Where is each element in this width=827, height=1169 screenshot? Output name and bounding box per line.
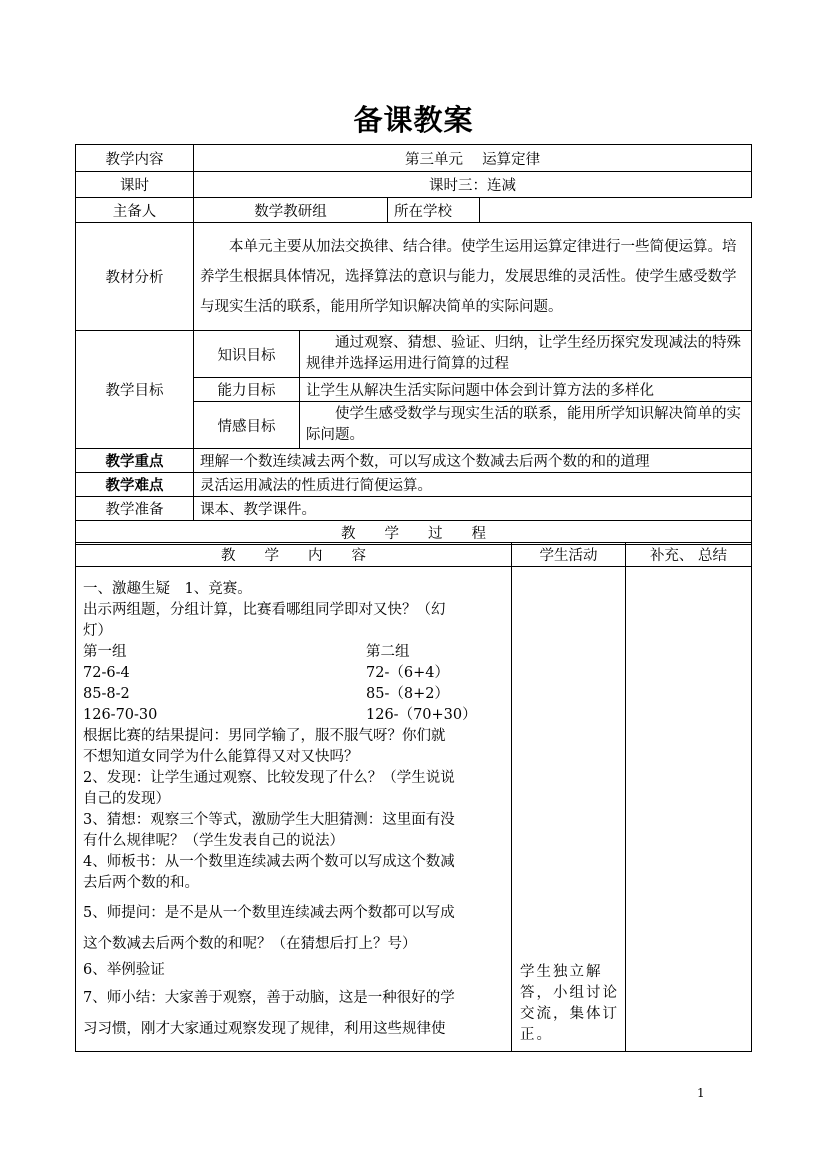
equation-row	[83, 663, 507, 684]
col-summary: 补充、 总结	[626, 543, 752, 567]
process-line: 习习惯，刚才大家通过观察发现了规律，利用这些规律使	[83, 1021, 446, 1037]
prep-label: 教学准备	[76, 497, 194, 521]
equation-left: 85-8-2	[83, 686, 130, 702]
equation-row	[83, 684, 507, 705]
process-content-cell	[76, 567, 512, 1052]
col-student: 学生活动	[512, 543, 626, 567]
process-line: 2、发现：让学生通过观察、比较发现了什么？（学生说说	[83, 770, 455, 786]
col-content: 教 学 内 容	[76, 543, 512, 567]
process-line: 一、激趣生疑 1、竞赛。	[83, 581, 252, 597]
emotion-text: 使学生感受数学与现实生活的联系，能用所学知识解决简单的实际问题。	[300, 402, 752, 449]
difficulty-label: 教学难点	[76, 473, 194, 497]
process-line: 去后两个数的和。	[83, 875, 199, 891]
process-line: 出示两组题，分组计算，比赛看哪组同学即对又快？（幻	[83, 602, 446, 618]
process-line: 7、师小结：大家善于观察，善于动脑，这是一种很好的学	[83, 990, 455, 1006]
student-activity-text: 学生独立解答，小组讨论交流，集体订正。	[520, 964, 619, 1043]
lesson-info-table	[75, 144, 752, 545]
equation-left: 126-70-30	[83, 707, 158, 723]
page-title: 备课教案	[353, 103, 474, 137]
process-line: 有什么规律呢？（学生发表自己的说法）	[83, 833, 344, 849]
school-label: 所在学校	[388, 198, 480, 223]
group-2-label: 第二组	[366, 644, 410, 660]
content-value: 第三单元 运算定律	[194, 145, 752, 172]
process-line: 根据比赛的结果提问：男同学输了，服不服气呀？你们就	[83, 728, 446, 744]
lesson-label: 课时	[76, 172, 194, 198]
process-line: 6、举例验证	[83, 962, 165, 978]
knowledge-text: 通过观察、猜想、验证、归纳，让学生经历探究发现减法的特殊规律并选择运用进行简算的过程	[300, 331, 752, 378]
equation-right: 85-（8+2）	[366, 686, 449, 702]
knowledge-label: 知识目标	[194, 331, 300, 378]
analysis-label: 教材分析	[76, 223, 194, 331]
equation-row	[83, 705, 507, 726]
key-text: 理解一个数连续减去两个数，可以写成这个数减去后两个数的和的道理	[194, 449, 752, 473]
prep-text: 课本、教学课件。	[194, 497, 752, 521]
goals-label: 教学目标	[76, 331, 194, 449]
process-table	[75, 566, 752, 1052]
difficulty-text: 灵活运用减法的性质进行简便运算。	[194, 473, 752, 497]
equation-left: 72-6-4	[83, 665, 130, 681]
group-1-label: 第一组	[83, 644, 127, 660]
summary-cell	[626, 567, 752, 1052]
key-label: 教学重点	[76, 449, 194, 473]
equation-right: 72-（6+4）	[366, 665, 449, 681]
group-headers	[83, 642, 507, 663]
preparer-label: 主备人	[76, 198, 194, 223]
preparer-value: 数学教研组	[194, 198, 388, 223]
equation-right: 126-（70+30）	[366, 707, 477, 723]
analysis-text: 本单元主要从加法交换律、结合律。使学生运用运算定律进行一些简便运算。培养学生根据具体情况，选择算法的意识与能力，发展思维的灵活性。使学生感受数学与现实生活的联系，能用所学知识解决简单的实际问题。	[194, 223, 752, 331]
process-line: 灯）	[83, 623, 112, 639]
process-line: 不想知道女同学为什么能算得又对又快吗？	[83, 749, 359, 765]
school-value	[480, 198, 752, 223]
process-line: 自己的发现）	[83, 791, 170, 807]
content-label: 教学内容	[76, 145, 194, 172]
lesson-value: 课时三：连减	[194, 172, 752, 198]
page-number: 1	[697, 1086, 705, 1100]
process-line: 这个数减去后两个数的和呢？（在猜想后打上？号）	[83, 936, 417, 952]
process-line: 5、师提问：是不是从一个数里连续减去两个数都可以写成	[83, 905, 455, 921]
process-header: 教 学 过 程	[76, 521, 752, 545]
process-line: 4、师板书：从一个数里连续减去两个数可以写成这个数减	[83, 854, 455, 870]
process-column-header	[75, 542, 752, 567]
ability-label: 能力目标	[194, 378, 300, 402]
emotion-label: 情感目标	[194, 402, 300, 449]
ability-text: 让学生从解决生活实际问题中体会到计算方法的多样化	[300, 378, 752, 402]
process-line: 3、猜想：观察三个等式，激励学生大胆猜测：这里面有没	[83, 812, 455, 828]
